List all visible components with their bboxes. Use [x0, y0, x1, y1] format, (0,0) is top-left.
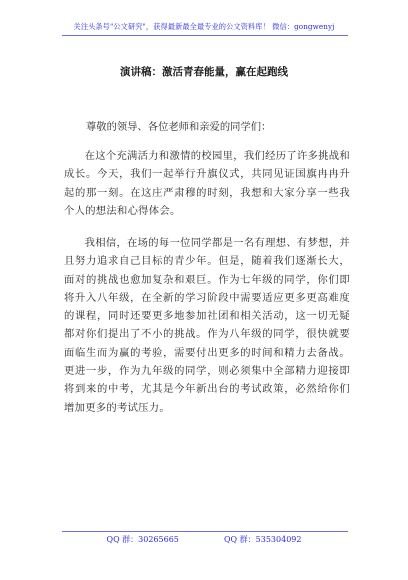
- footer-qq-group-2: QQ 群：535304092: [224, 535, 302, 544]
- salutation: 尊敬的领导、各位老师和亲爱的同学们：: [86, 121, 272, 133]
- paragraph-2: 我相信，在场的每一位同学都是一名有理想、有梦想，并且努力追求自己目标的青少年。但是，随着我们逐渐长大，面对的挑战也愈加复杂和艰巨。作为七年级的同学，你们即将升入八年级，在全新的学习阶段中需要适应更多更高难度的课程，同时还要更多地参加社团和相关活动，这一切无疑都对你们提出了不小的挑战。作为八年级的同学，很快就要面临生而为赢的考验，需要付出更多的时间和精力去备战。更进一步，作为九年级的同学，则必须集中全部精力迎接即将到来的中考，尤其是今年新出台的考试政策，必然给你们增加更多的考试压力。: [64, 237, 350, 414]
- document-title: 演讲稿：激活青春能量，赢在起跑线: [120, 66, 288, 78]
- footer-qq-group-1: QQ 群：30265665: [106, 535, 179, 544]
- header-banner: 关注头条号"公文研究"，获得最新最全最专业的公文资料库！ 微信：gongwenyj: [73, 22, 335, 31]
- footer: [0, 534, 408, 545]
- paragraph-1: 在这个充满活力和激情的校园里，我们经历了许多挑战和成长。今天，我们一起举行升旗仪式，共同见证国旗冉冉升起的那一刻。在这庄严肃穆的时刻，我想和大家分享一些我个人的想法和心得体会。: [64, 150, 350, 217]
- footer-divider: [62, 531, 348, 532]
- header-divider: [62, 35, 348, 36]
